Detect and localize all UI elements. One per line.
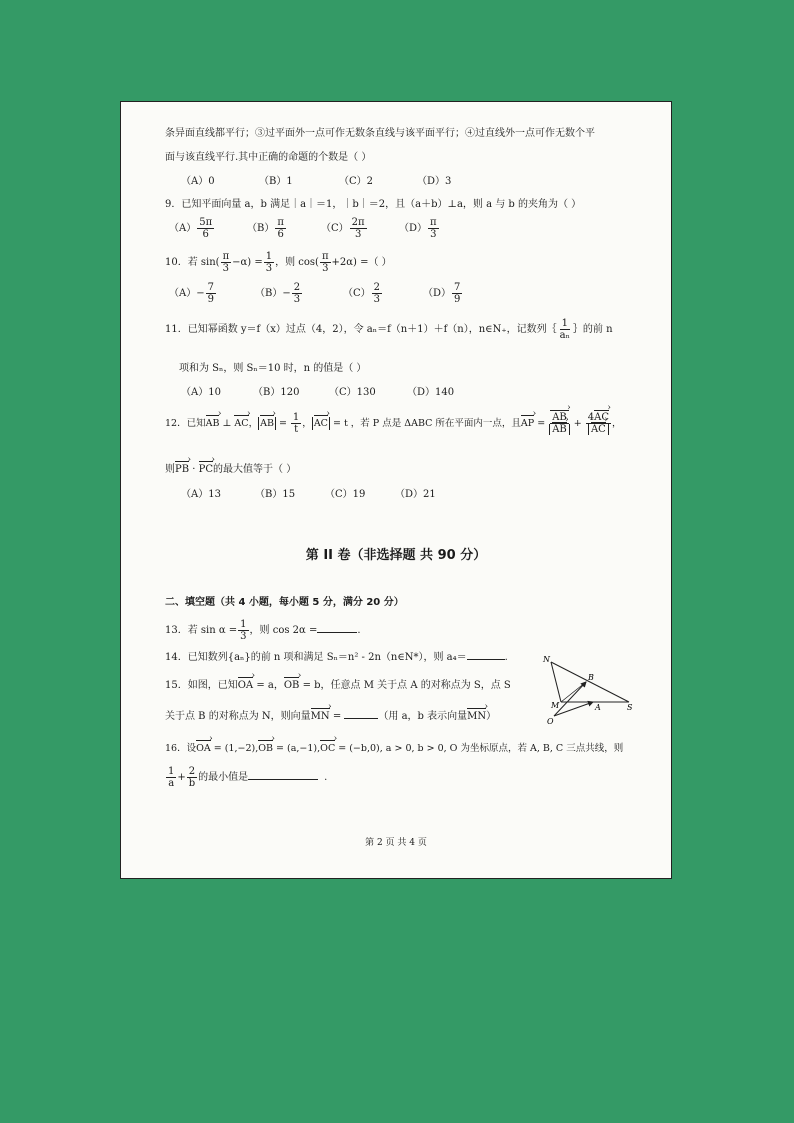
q12-stem-line2: 则PB › · PC ›的最大值等于（ ） <box>165 463 296 476</box>
q10-option-a: （A）− $\frac{7}{9}$ <box>169 282 214 305</box>
q13-answer-blank[interactable] <box>317 632 357 633</box>
q15-line-b-m <box>561 682 586 702</box>
q15-label-b: B <box>588 673 594 682</box>
q8-fragment-line1: 条异面直线都平行；③过平面外一点可作无数条直线与该平面平行；④过直线外一点可作无数个平 <box>165 128 595 139</box>
page-footer: 第 2 页 共 4 页 <box>365 838 427 848</box>
q15-label-s: S <box>627 703 633 712</box>
q8-fragment-line2: 面与该直线平行.其中正确的命题的个数是（ ） <box>165 152 372 163</box>
section2-title: 二、填空题（共 4 小题，每小题 5 分，满分 20 分） <box>165 597 404 608</box>
q9-option-b: （B） $\frac{\pi}{6}$ <box>247 217 284 240</box>
exam-page <box>120 101 672 879</box>
q10-stem: 10．若 sin( $\frac{\pi}{3}$ −α) = $\frac{1}{3}$ ，则 cos( $\frac{\pi}{3}$ +2α) =（ ） <box>165 251 392 274</box>
q12-option-a: （A）13 <box>181 489 221 500</box>
q11-option-c: （C）130 <box>329 387 376 398</box>
q16-answer-blank[interactable] <box>248 779 318 780</box>
q9-stem: 9．已知平面向量 a，b 满足｜a｜＝1，｜b｜＝2，且（a＋b）⊥a，则 a 与 b 的夹角为（ ） <box>165 199 582 210</box>
q14-answer-blank[interactable] <box>467 659 505 660</box>
q13-stem: 13．若 sin α = $\frac{1}{3}$ ，则 cos 2α = . <box>165 619 361 642</box>
q8-option-d: （D）3 <box>417 176 452 187</box>
q15-label-m: M <box>551 701 560 710</box>
q15-answer-blank[interactable] <box>344 718 378 719</box>
q11-option-a: （A）10 <box>181 387 221 398</box>
q12-option-d: （D）21 <box>395 489 436 500</box>
q8-option-a: （A）0 <box>181 176 215 187</box>
q9-option-c: （C） $\frac{2\pi}{3}$ <box>321 217 365 240</box>
q15-stem: 15．如图，已知OA › = a，OB › = b，任意点 M 关于点 A 的对称点为 S，点 S <box>165 679 511 692</box>
q16-stem: 16．设OA › = (1,−2),OB › = (a,−1),OC › = (−b,0), a > 0, b > 0, O 为坐标原点，若 A, B, C 三点共线，则 <box>165 742 623 755</box>
q9-option-d: （D） $\frac{\pi}{3}$ <box>399 217 437 240</box>
q12-option-c: （C）19 <box>325 489 366 500</box>
q15-line-n-s <box>551 662 629 702</box>
q11-option-d: （D）140 <box>407 387 455 398</box>
q10-option-c: （C） $\frac{2}{3}$ <box>343 282 381 305</box>
q15-label-o: O <box>547 717 554 726</box>
q15-line-n-m <box>551 662 561 702</box>
q11-stem-line2: 项和为 Sₙ，则 Sₙ＝10 时，n 的值是（ ） <box>179 363 367 374</box>
q8-option-b: （B）1 <box>259 176 293 187</box>
q14-stem: 14．已知数列{aₙ}的前 n 项和满足 Sₙ＝n² - 2n（n∈N*），则 a₄＝ . <box>165 652 508 663</box>
part2-title: 第 II 卷（非选择题 共 90 分） <box>305 548 487 563</box>
q11-stem: 11．已知幂函数 y＝f（x）过点（4，2），令 aₙ＝f（n＋1）＋f（n），n∈N₊，记数列｛ $\frac{1}{\text{aₙ}}$ ｝的前 n <box>165 318 613 341</box>
q15-vector-oa <box>554 702 593 716</box>
q10-option-d: （D） $\frac{7}{9}$ <box>423 282 461 305</box>
q12-option-b: （B）15 <box>255 489 296 500</box>
q15-figure <box>539 650 635 728</box>
q8-option-c: （C）2 <box>339 176 374 187</box>
q11-option-b: （B）120 <box>253 387 300 398</box>
q15-label-n: N <box>543 655 550 664</box>
q12-stem: 12．已知AB › ⊥ AC ›， AB › = $\frac{1}{t}$ ， AC › = t ，若 P 点是 ΔABC 所在平面内一点，且AP › = $\frac{AB ›}{AB}$ › + $\frac{4AC ›}{AC}$ › ， <box>165 412 622 435</box>
q10-option-b: （B）− $\frac{2}{3}$ <box>255 282 301 305</box>
q16-stem-line2: $\frac{1}{a}$ + $\frac{2}{b}$ 的最小值是 . <box>168 766 328 789</box>
q15-label-a: A <box>595 703 601 712</box>
q15-stem-line2: 关于点 B 的对称点为 N，则向量MN › = （用 a，b 表示向量MN ›） <box>165 710 496 723</box>
q9-option-a: （A） $\frac{5\pi}{6}$ <box>169 217 213 240</box>
q15-vector-ob <box>554 682 586 716</box>
